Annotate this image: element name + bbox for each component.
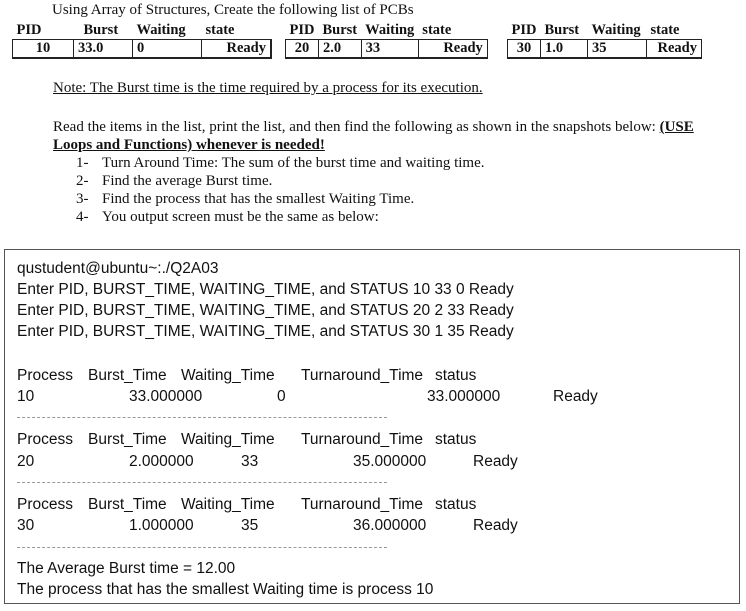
- pcb-value-state: Ready: [418, 40, 487, 58]
- col-header-status: status: [435, 431, 477, 448]
- pcb-header-pid: PID: [511, 22, 537, 38]
- row-burst: 1.000000: [129, 517, 194, 534]
- step-number: 1-: [76, 155, 89, 171]
- step-item: [76, 208, 485, 226]
- col-header-waiting: Waiting_Time: [181, 367, 275, 384]
- pcb-header-state: state: [422, 22, 452, 38]
- row-waiting: 35: [241, 517, 259, 534]
- pcb-value-burst: 33.0: [74, 40, 133, 58]
- pcb-header-burst: Burst: [322, 22, 358, 38]
- pcb-value-burst: 1.0: [540, 40, 587, 58]
- pcb-header-burst: Burst: [544, 22, 580, 38]
- pcb-header-pid: PID: [289, 22, 315, 38]
- col-header-process: Process: [17, 431, 73, 448]
- average-burst-text: The Average Burst time = 12.00: [17, 560, 236, 577]
- pcb-value-pid: 20: [286, 40, 319, 58]
- col-header-turnaround: Turnaround_Time: [301, 367, 424, 384]
- row-turnaround: 35.000000: [353, 453, 427, 470]
- col-header-burst: Burst_Time: [88, 496, 167, 513]
- row-burst: 33.000000: [129, 388, 203, 405]
- console-input-line: Enter PID, BURST_TIME, WAITING_TIME, and STATUS 30 1 35 Ready: [17, 323, 514, 340]
- row-process: 30: [17, 517, 35, 534]
- separator: [17, 417, 387, 418]
- pcb-table-3: [507, 22, 702, 58]
- separator: [17, 547, 387, 548]
- row-status: Ready: [553, 388, 598, 405]
- pcb-value-state: Ready: [202, 40, 271, 58]
- col-header-burst: Burst_Time: [88, 367, 167, 384]
- col-header-status: status: [435, 496, 477, 513]
- col-header-status: status: [435, 367, 477, 384]
- console-input-line: Enter PID, BURST_TIME, WAITING_TIME, and STATUS 10 33 0 Ready: [17, 281, 514, 298]
- col-header-turnaround: Turnaround_Time: [301, 496, 424, 513]
- row-status: Ready: [473, 517, 518, 534]
- step-text: Find the average Burst time.: [102, 173, 273, 189]
- step-number: 4-: [76, 209, 89, 225]
- row-turnaround: 36.000000: [353, 517, 427, 534]
- pcb-table-1: [12, 22, 271, 58]
- step-text: You output screen must be the same as below:: [102, 209, 379, 225]
- step-text: Turn Around Time: The sum of the burst time and waiting time.: [102, 155, 485, 171]
- col-header-process: Process: [17, 496, 73, 513]
- pcb-header-waiting: Waiting: [591, 22, 641, 38]
- pcb-value-waiting: 35: [587, 40, 646, 58]
- console-input-line: Enter PID, BURST_TIME, WAITING_TIME, and STATUS 20 2 33 Ready: [17, 302, 514, 319]
- row-waiting: 33: [241, 453, 259, 470]
- pcb-header-waiting: Waiting: [365, 22, 415, 38]
- pcb-header-pid: PID: [16, 22, 42, 38]
- console-prompt: qustudent@ubuntu~:./Q2A03: [17, 260, 219, 277]
- row-status: Ready: [473, 453, 518, 470]
- pcb-value-pid: 10: [13, 40, 74, 58]
- step-text: Find the process that has the smallest Waiting Time.: [102, 191, 415, 207]
- pcb-table-2: [285, 22, 488, 58]
- pcb-value-burst: 2.0: [318, 40, 361, 58]
- note-text: Note: The Burst time is the time required by a process for its execution.: [53, 80, 483, 96]
- row-process: 20: [17, 453, 35, 470]
- col-header-waiting: Waiting_Time: [181, 431, 275, 448]
- pcb-value-pid: 30: [508, 40, 541, 58]
- pcb-value-waiting: 0: [133, 40, 202, 58]
- step-item: [76, 154, 485, 172]
- pcb-header-state: state: [205, 22, 235, 38]
- instructions-paragraph: [53, 118, 713, 154]
- row-turnaround: 33.000000: [427, 388, 501, 405]
- col-header-turnaround: Turnaround_Time: [301, 431, 424, 448]
- pcb-value-waiting: 33: [361, 40, 418, 58]
- col-header-burst: Burst_Time: [88, 431, 167, 448]
- instructions-text: Read the items in the list, print the list, and then find the following as shown in the snapshots below:: [53, 119, 656, 135]
- steps-list: [76, 154, 485, 226]
- console-output-box: [4, 249, 740, 604]
- row-burst: 2.000000: [129, 453, 194, 470]
- col-header-waiting: Waiting_Time: [181, 496, 275, 513]
- col-header-process: Process: [17, 367, 73, 384]
- step-item: [76, 172, 485, 190]
- smallest-waiting-text: The process that has the smallest Waiting time is process 10: [17, 581, 434, 598]
- row-process: 10: [17, 388, 35, 405]
- pcb-header-burst: Burst: [83, 22, 119, 38]
- separator: [17, 482, 387, 483]
- step-number: 2-: [76, 173, 89, 189]
- pcb-header-waiting: Waiting: [136, 22, 186, 38]
- document-title: Using Array of Structures, Create the following list of PCBs: [52, 2, 414, 18]
- pcb-header-state: state: [650, 22, 680, 38]
- pcb-value-state: Ready: [646, 40, 701, 58]
- row-waiting: 0: [277, 388, 286, 405]
- step-item: [76, 190, 485, 208]
- instructions-highlight: (USE Loops and Functions) whenever is needed!: [53, 119, 694, 153]
- step-number: 3-: [76, 191, 89, 207]
